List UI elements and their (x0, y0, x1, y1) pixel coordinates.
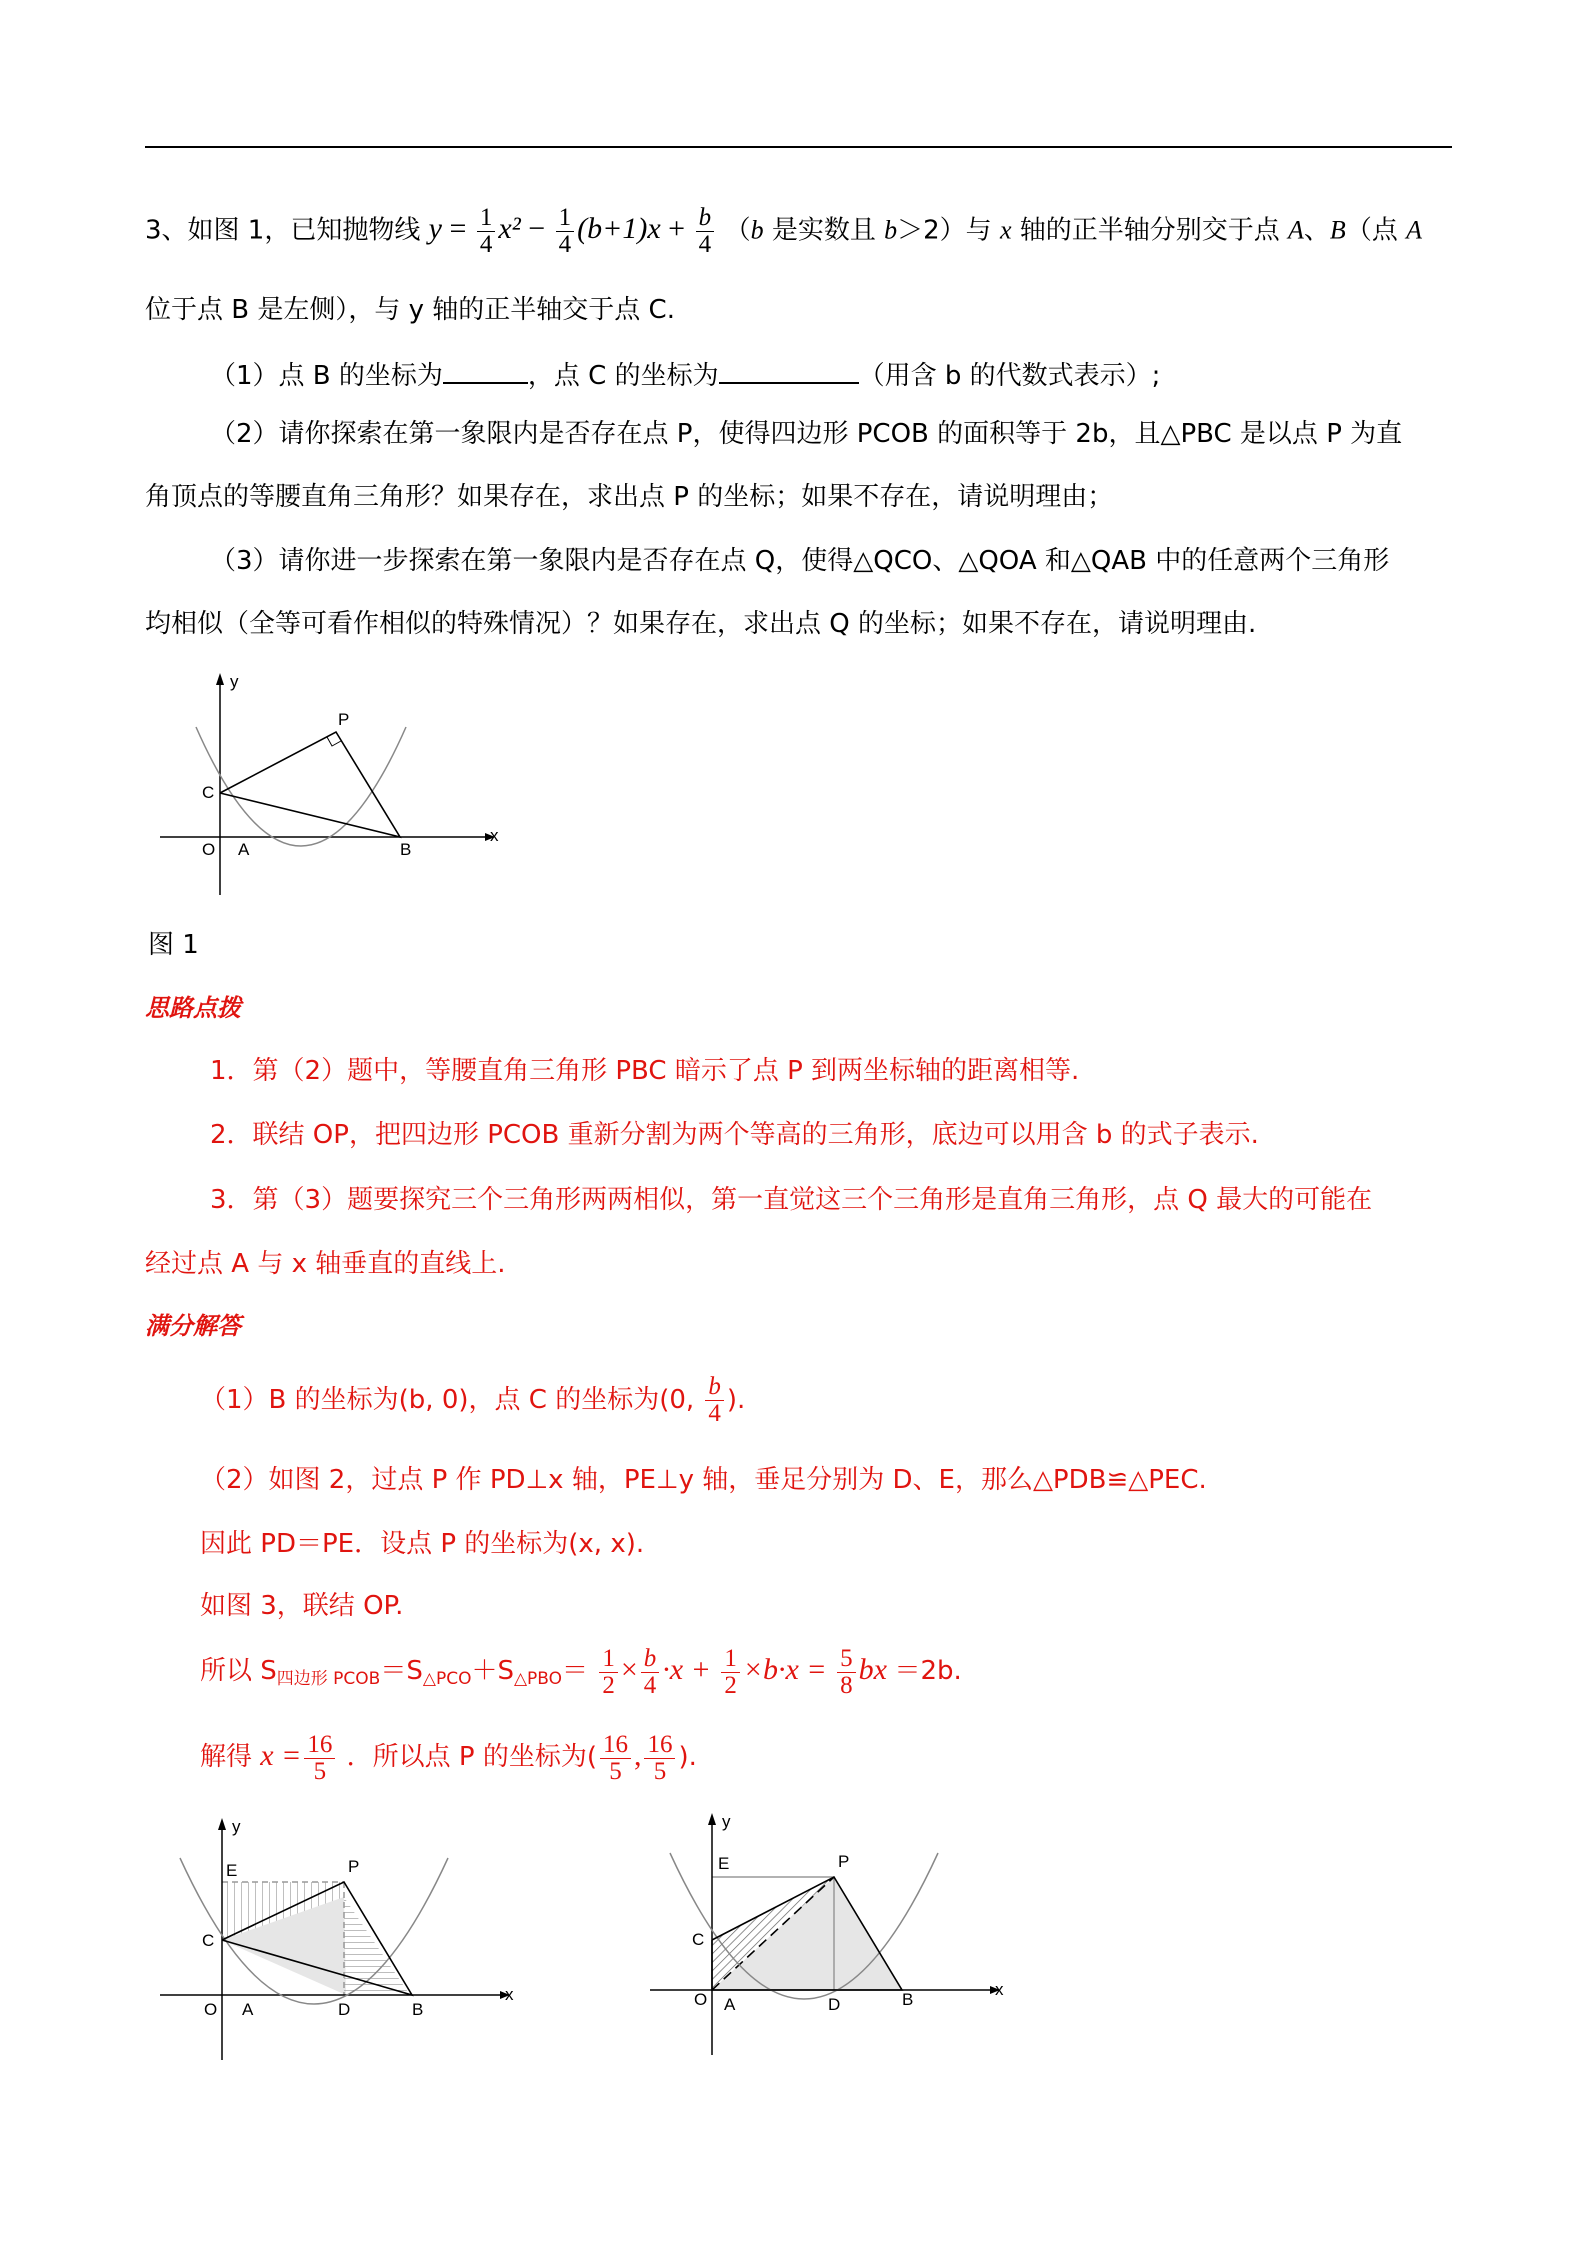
svg-text:A: A (724, 1995, 736, 2014)
figure-3 (640, 1805, 1020, 2065)
svg-text:E: E (718, 1854, 730, 1873)
solution-2: （2）如图 2，过点 P 作 PD⊥x 轴，PE⊥y 轴，垂足分别为 D、E，那么△PDB≌△PEC. (200, 1465, 1207, 1495)
svg-text:P: P (348, 1857, 360, 1876)
svg-text:C: C (692, 1930, 705, 1949)
header-rule (145, 146, 1452, 148)
svg-text:C: C (202, 783, 215, 802)
problem-number: 3、 (145, 215, 188, 246)
parabola-formula: y = $\frac{1}{4}$ x² − $\frac{1}{4}$ (b+1)x + $\frac{b}{4}$ (429, 212, 725, 245)
hint-1: 1．第（2）题中，等腰直角三角形 PBC 暗示了点 P 到两坐标轴的距离相等. (210, 1056, 1080, 1086)
problem-intro: 如图 1，已知抛物线 (187, 215, 421, 246)
hints-heading: 思路点拨 (145, 993, 241, 1022)
svg-text:O: O (694, 1990, 708, 2009)
svg-text:B: B (400, 840, 412, 859)
svg-text:E: E (226, 1861, 238, 1880)
svg-text:C: C (202, 1931, 215, 1950)
solution-5: 所以 $S_{四边形 PCOB}=S_{\triangle PCO}+S_{\triangle PBO}=$ $\frac{1}{2}$ × $\frac{b}{4}$ ·x + $\frac{1}{2}$ ×b·x = $\frac{5}{8}$ bx ＝2b. (200, 1644, 962, 1699)
solution-heading: 满分解答 (145, 1311, 241, 1340)
question-2-line-1: （2）请你探索在第一象限内是否存在点 P，使得四边形 PCOB 的面积等于 2b，且△PBC 是以点 P 为直 (210, 419, 1403, 449)
hint-3-line-1: 3．第（3）题要探究三个三角形两两相似，第一直觉这三个三角形是直角三角形，点 Q 最大的可能在 (210, 1185, 1373, 1215)
figure-2 (150, 1810, 530, 2070)
svg-text:O: O (202, 840, 216, 859)
problem-line-2: 位于点 B 是左侧），与 y 轴的正半轴交于点 C. (145, 295, 675, 325)
svg-text:x: x (995, 1980, 1004, 1999)
svg-text:y: y (232, 1817, 241, 1836)
svg-text:D: D (828, 1995, 841, 2014)
hint-2: 2．联结 OP，把四边形 PCOB 重新分割为两个等高的三角形，底边可以用含 b 的式子表示. (210, 1120, 1259, 1150)
solution-3: 因此 PD＝PE．设点 P 的坐标为(x, x). (200, 1529, 645, 1559)
svg-text:x: x (505, 1985, 514, 2004)
svg-text:y: y (230, 672, 239, 691)
question-3-line-2: 均相似（全等可看作相似的特殊情况）？如果存在，求出点 Q 的坐标；如果不存在，请说明理由. (145, 609, 1257, 639)
solution-4: 如图 3，联结 OP. (200, 1591, 404, 1621)
svg-text:D: D (338, 2000, 351, 2019)
area-formula: $\frac{1}{2}$ × $\frac{b}{4}$ ·x + $\frac{1}{2}$ ×b·x = $\frac{5}{8}$ bx (596, 1653, 894, 1686)
svg-text:O: O (204, 2000, 218, 2019)
svg-text:B: B (902, 1990, 914, 2009)
figure-1 (150, 665, 510, 905)
answer-blank-b (443, 352, 528, 384)
problem-line-1: 3、如图 1，已知抛物线 y = $\frac{1}{4}$ x² − $\frac{1}{4}$ (b+1)x + $\frac{b}{4}$ （b 是实数且 b＞2）与 x 轴的正半轴分别交于点 A、B（点 A (145, 204, 1422, 258)
svg-text:y: y (722, 1812, 731, 1831)
svg-text:A: A (242, 2000, 254, 2019)
solution-1: （1）B 的坐标为(b, 0)，点 C 的坐标为(0, $\frac{b}{4}$ ). (200, 1373, 746, 1427)
solution-6: 解得 x = $\frac{16}{5}$ ．所以点 P 的坐标为( $\frac{16}{5}$ , $\frac{16}{5}$ ). (200, 1730, 697, 1785)
svg-text:P: P (338, 710, 350, 729)
svg-text:B: B (412, 2000, 424, 2019)
parabola-curve (196, 727, 406, 846)
figure-1-caption: 图 1 (148, 930, 199, 960)
question-2-line-2: 角顶点的等腰直角三角形？如果存在，求出点 P 的坐标；如果不存在，请说明理由； (145, 482, 1114, 512)
svg-text:x: x (490, 826, 499, 845)
svg-text:P: P (838, 1852, 850, 1871)
svg-text:A: A (238, 840, 250, 859)
answer-blank-c (719, 352, 859, 384)
question-1: （1）点 B 的坐标为 ，点 C 的坐标为 （用含 b 的代数式表示）; (210, 352, 1160, 396)
question-3-line-1: （3）请你进一步探索在第一象限内是否存在点 Q，使得△QCO、△QOA 和△QAB 中的任意两个三角形 (210, 546, 1390, 576)
hint-3-line-2: 经过点 A 与 x 轴垂直的直线上. (145, 1249, 506, 1279)
